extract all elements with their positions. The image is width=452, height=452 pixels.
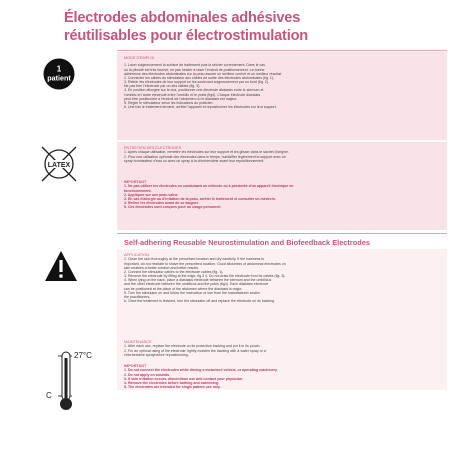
fr-important-line: 5. Ces électrodes sont conçues pour un usage personnel.	[124, 205, 222, 210]
fr-usage-section	[124, 56, 442, 109]
fr-usage-line: 5. Régler le stimulateur selon les indications du praticien.	[124, 100, 214, 105]
fr-usage-line: 1. Laver soigneusement la surface de traitement puis la sécher correctement. Dans le cas	[124, 63, 265, 68]
en-usage-line: important, do not hesitate to shave the prescribed location. Good stickiness of abdominal electrodes on	[124, 261, 286, 266]
en-important-line: 3. If skin irritation occurs, discontinue use and contact your physician.	[124, 376, 244, 381]
divider-top	[117, 50, 447, 51]
en-usage-line: 5. Turn the stimulator on and follow the instruction of use from the manufacturer and/or	[124, 290, 260, 295]
en-important-section	[124, 364, 442, 389]
fr-important-line: 4. Retirer les électrodes avant de se baigner.	[124, 201, 199, 206]
title-line-1: Électrodes abdominales adhésives	[64, 10, 301, 26]
en-usage-line: 4. When lying on the back, place a diastasis electrode between the sternum and the umbilicus	[124, 278, 272, 283]
thermometer-icon	[44, 348, 104, 414]
en-usage-line: 3. Remove the electrode by lifting at the edge, fig.3 4. Do not draw the electrode from its cables (fig. 3).	[124, 274, 286, 279]
en-section-title: Self-adhering Reusable Neurostimulation and Biofeedback Electrodes	[124, 238, 370, 247]
divider-middle	[117, 233, 447, 234]
patient-label: patient	[47, 73, 71, 83]
latex-label: LATEX	[47, 162, 71, 169]
fr-important-line: 1. Ne pas utiliser les électrodes en conduisant un véhicule ou à proximité d'un appareil électrique en	[124, 184, 294, 189]
fr-care-section	[124, 146, 442, 163]
en-important-heading: IMPORTANT	[124, 364, 147, 368]
fr-care-line: 2. Pour une utilisation optimale des électrodes dans le temps, humidifier légèrement le support avec un	[124, 154, 286, 159]
fr-usage-line: l'ombilic et l'autre électrode entre l'ombilic et le pubis (fig4). Chaque électrode diastasis	[124, 92, 261, 97]
fr-usage-line: 4. En position allongée sur le dos, positionner une électrode diastasis entre le sternum et	[124, 88, 264, 93]
fr-care-line: 1. Après chaque utilisation, remettre les électrodes sur leur support et les glisser dans le sachet d'origine.	[124, 150, 289, 155]
patient-number: 1	[56, 64, 62, 74]
fr-important-heading: IMPORTANT	[124, 180, 147, 184]
fr-care-line: spray brumisateur d'eau ou avec un spray à la chlorhexidine avant leur repositionnement.	[124, 158, 265, 163]
en-care-line: 1. After each use, replace the electrode on its protection backing and put it in its pouch.	[124, 344, 261, 349]
en-important-line: 4. Remove the electrodes before bathing and swimming.	[124, 380, 219, 385]
warning-triangle-icon	[44, 250, 78, 282]
title-line-2: réutilisables pour électrostimulation	[64, 28, 308, 44]
temperature-min: C	[46, 391, 52, 400]
en-usage-line: skin enables a better comfort and better results.	[124, 265, 199, 270]
en-usage-line: and the other electrode between the umbilicus and the pubis (fig4). Each diastasis electrode	[124, 282, 269, 287]
en-usage-line: 1. Clean the skin thoroughly at the prescribed location and dry carefully. If the hairiness is	[124, 257, 264, 262]
fr-usage-line: Ne pas tirer l'électrode par un des câbles (fig. 3).	[124, 84, 201, 89]
en-care-heading: MAINTENANCE	[124, 340, 152, 344]
en-usage-line: 6. Once the treatment is finished, turn the stimulator off and replace the electrode on its backing.	[124, 298, 275, 303]
en-care-line: 2. For an optimal using of the electrode, lightly moisten the backing with a water spray or a	[124, 348, 266, 353]
en-care-section	[124, 340, 442, 357]
fr-usage-line: 2. Connecter les câbles du stimulateur aux câbles de sortie des électrodes abdominales (fig. 1).	[124, 75, 275, 80]
en-usage-section	[124, 253, 442, 303]
fr-important-section	[124, 180, 442, 209]
page-title	[64, 9, 444, 45]
one-patient-icon	[43, 58, 75, 90]
temperature-max: 27°C	[74, 351, 92, 360]
fr-care-heading: ENTRETIEN DES ÉLECTRODES	[124, 146, 182, 150]
en-usage-heading: APPLICATION	[124, 253, 149, 257]
fr-usage-line: 6. Une fois le traitement terminé, arrêter l'appareil et repositionner les électrodes sur leur support.	[124, 104, 277, 109]
fr-usage-heading: MODE D'EMPLOI	[124, 56, 155, 60]
fr-important-line: 3. En cas d'allergie ou d'irritation de la peau, arrêter le traitement et consulter un médecin.	[124, 196, 276, 201]
fr-important-line: 2. Appliquer sur une peau saine.	[124, 192, 179, 197]
en-important-line: 5. The electrodes are intended for single patient use only.	[124, 385, 221, 390]
en-important-line: 1. Do not connect the electrodes while driving a motorised vehicle, or operating machinery.	[124, 368, 278, 373]
en-important-line: 2. Do not apply on wounds.	[124, 372, 171, 377]
en-usage-line: 2. Connect the stimulator cables to the electrode cables (fig. 1).	[124, 269, 224, 274]
en-usage-line: the practitioners.	[124, 294, 151, 299]
fr-important-line: fonctionnement.	[124, 188, 152, 193]
fr-usage-line: peut être positionnée à l'endroit de l'abdomen où le diastasis est majeur.	[124, 96, 238, 101]
fr-usage-line: adhérence des électrodes abdominales sur la peau assure un meilleur confort et un meilleur résultat.	[124, 71, 283, 76]
en-usage-line: can be positioned at the place of the abdomen where the diastasis is major.	[124, 286, 243, 291]
en-care-line: chlorhexidine sprayhefore repositionning.	[124, 352, 189, 357]
fr-usage-line: 3. Retirer les électrodes de leur support en les soulevant soigneusement par un bord (fig. 2).	[124, 80, 269, 85]
no-latex-icon	[39, 144, 79, 184]
fr-usage-line: où la pilosité est très fournie, ne pas hésiter à raser l'endroit de positionnement. La bonne	[124, 67, 265, 72]
